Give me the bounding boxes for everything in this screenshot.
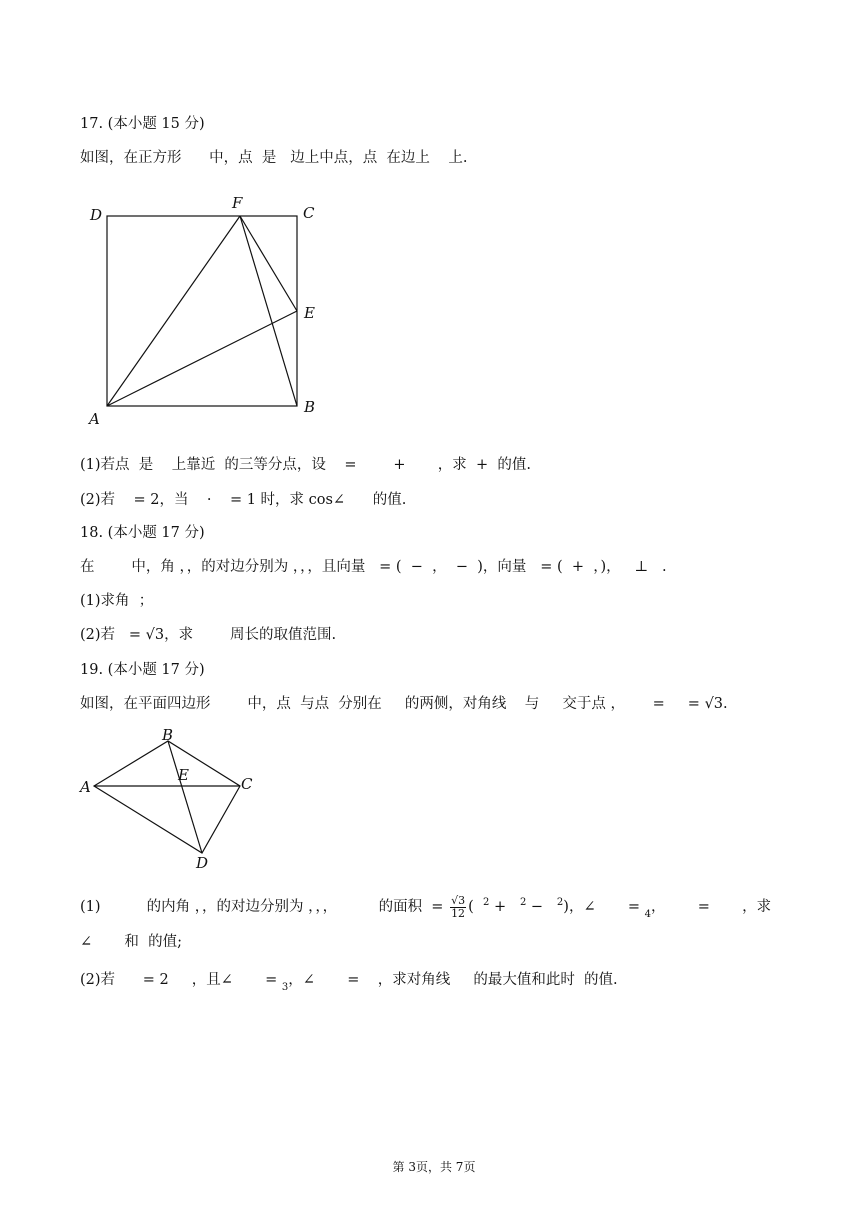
label-E: E <box>304 304 315 322</box>
q17-part2: (2)若 = 2，当 · = 1 时，求 cos∠ 的值. <box>80 492 407 508</box>
q19-part1-text-f: ， = ，求 <box>651 899 772 915</box>
fraction-sqrt3-over-12 <box>450 895 466 920</box>
superscript: 2 <box>556 897 564 908</box>
label-F: F <box>232 194 243 212</box>
label-D: D <box>196 854 209 872</box>
q19-quadrilateral-figure <box>78 728 268 873</box>
q19-part1-text-a: (1) 的内角 ，，的对边分别为 ，，， 的面积 = <box>80 899 449 915</box>
q19-intro-text-b: . <box>723 696 728 712</box>
q19-header: 19. (本小题 17 分) <box>80 662 205 678</box>
label-D: D <box>90 206 103 224</box>
q19-part1-text-d: − <box>526 899 557 915</box>
q19-intro-text-a: 如图，在平面四边形 中，点 与点 分别在 的两侧，对角线 与 交于点 ， = = <box>80 696 705 712</box>
label-C: C <box>303 204 315 222</box>
q19-part2 <box>80 970 618 998</box>
page-footer: 第 3页，共 7页 <box>392 1160 476 1174</box>
label-E: E <box>178 766 189 784</box>
q19-part1-text-e: )，∠ = <box>563 899 645 915</box>
q17-part1: (1)若点 是 上靠近 的三等分点，设 = + ，求 + 的值. <box>80 457 531 473</box>
label-B: B <box>162 728 174 744</box>
label-A: A <box>80 778 91 796</box>
q18-part2-text-a: (2)若 = <box>80 627 146 643</box>
fraction-denominator-3: 3 <box>281 982 289 993</box>
q17-header: 17. (本小题 15 分) <box>80 116 205 132</box>
q19-part1-text-c: + <box>489 899 520 915</box>
sqrt-3: √3 <box>704 696 724 712</box>
superscript: 2 <box>519 897 527 908</box>
q18-part2 <box>80 625 336 645</box>
q19-part1 <box>80 893 771 925</box>
q18-part1: (1)求角 ； <box>80 593 154 609</box>
q18-header: 18. (本小题 17 分) <box>80 525 205 541</box>
label-C: C <box>241 775 253 793</box>
sqrt-3: √3 <box>145 627 165 643</box>
q19-intro <box>80 694 728 714</box>
fraction-denominator-4: 4 <box>644 909 651 920</box>
superscript: 2 <box>482 897 490 908</box>
q19-part2-text-a: (2)若 = 2 ，且∠ = <box>80 972 282 988</box>
label-B: B <box>304 398 316 416</box>
q19-part2-text-b: ，∠ = ，求对角线 的最大值和此时 的值. <box>288 972 618 988</box>
q18-intro: 在 中，角 ，，的对边分别为 ，，，且向量 = ( − ， − )，向量 = ( + ，)， ⊥ . <box>80 559 667 575</box>
q18-part2-text-b: ，求 周长的取值范围. <box>164 627 337 643</box>
q19-part1-line2: ∠ 和 的值; <box>80 934 183 950</box>
fraction-denominator: 12 <box>451 906 466 920</box>
q17-square-figure <box>80 188 340 433</box>
label-A: A <box>89 410 100 428</box>
fraction-numerator: √3 <box>451 893 466 907</box>
q19-part1-text-b: ( <box>468 899 483 915</box>
q17-intro: 如图，在正方形 中，点 是 边上中点，点 在边上 上. <box>80 150 468 166</box>
